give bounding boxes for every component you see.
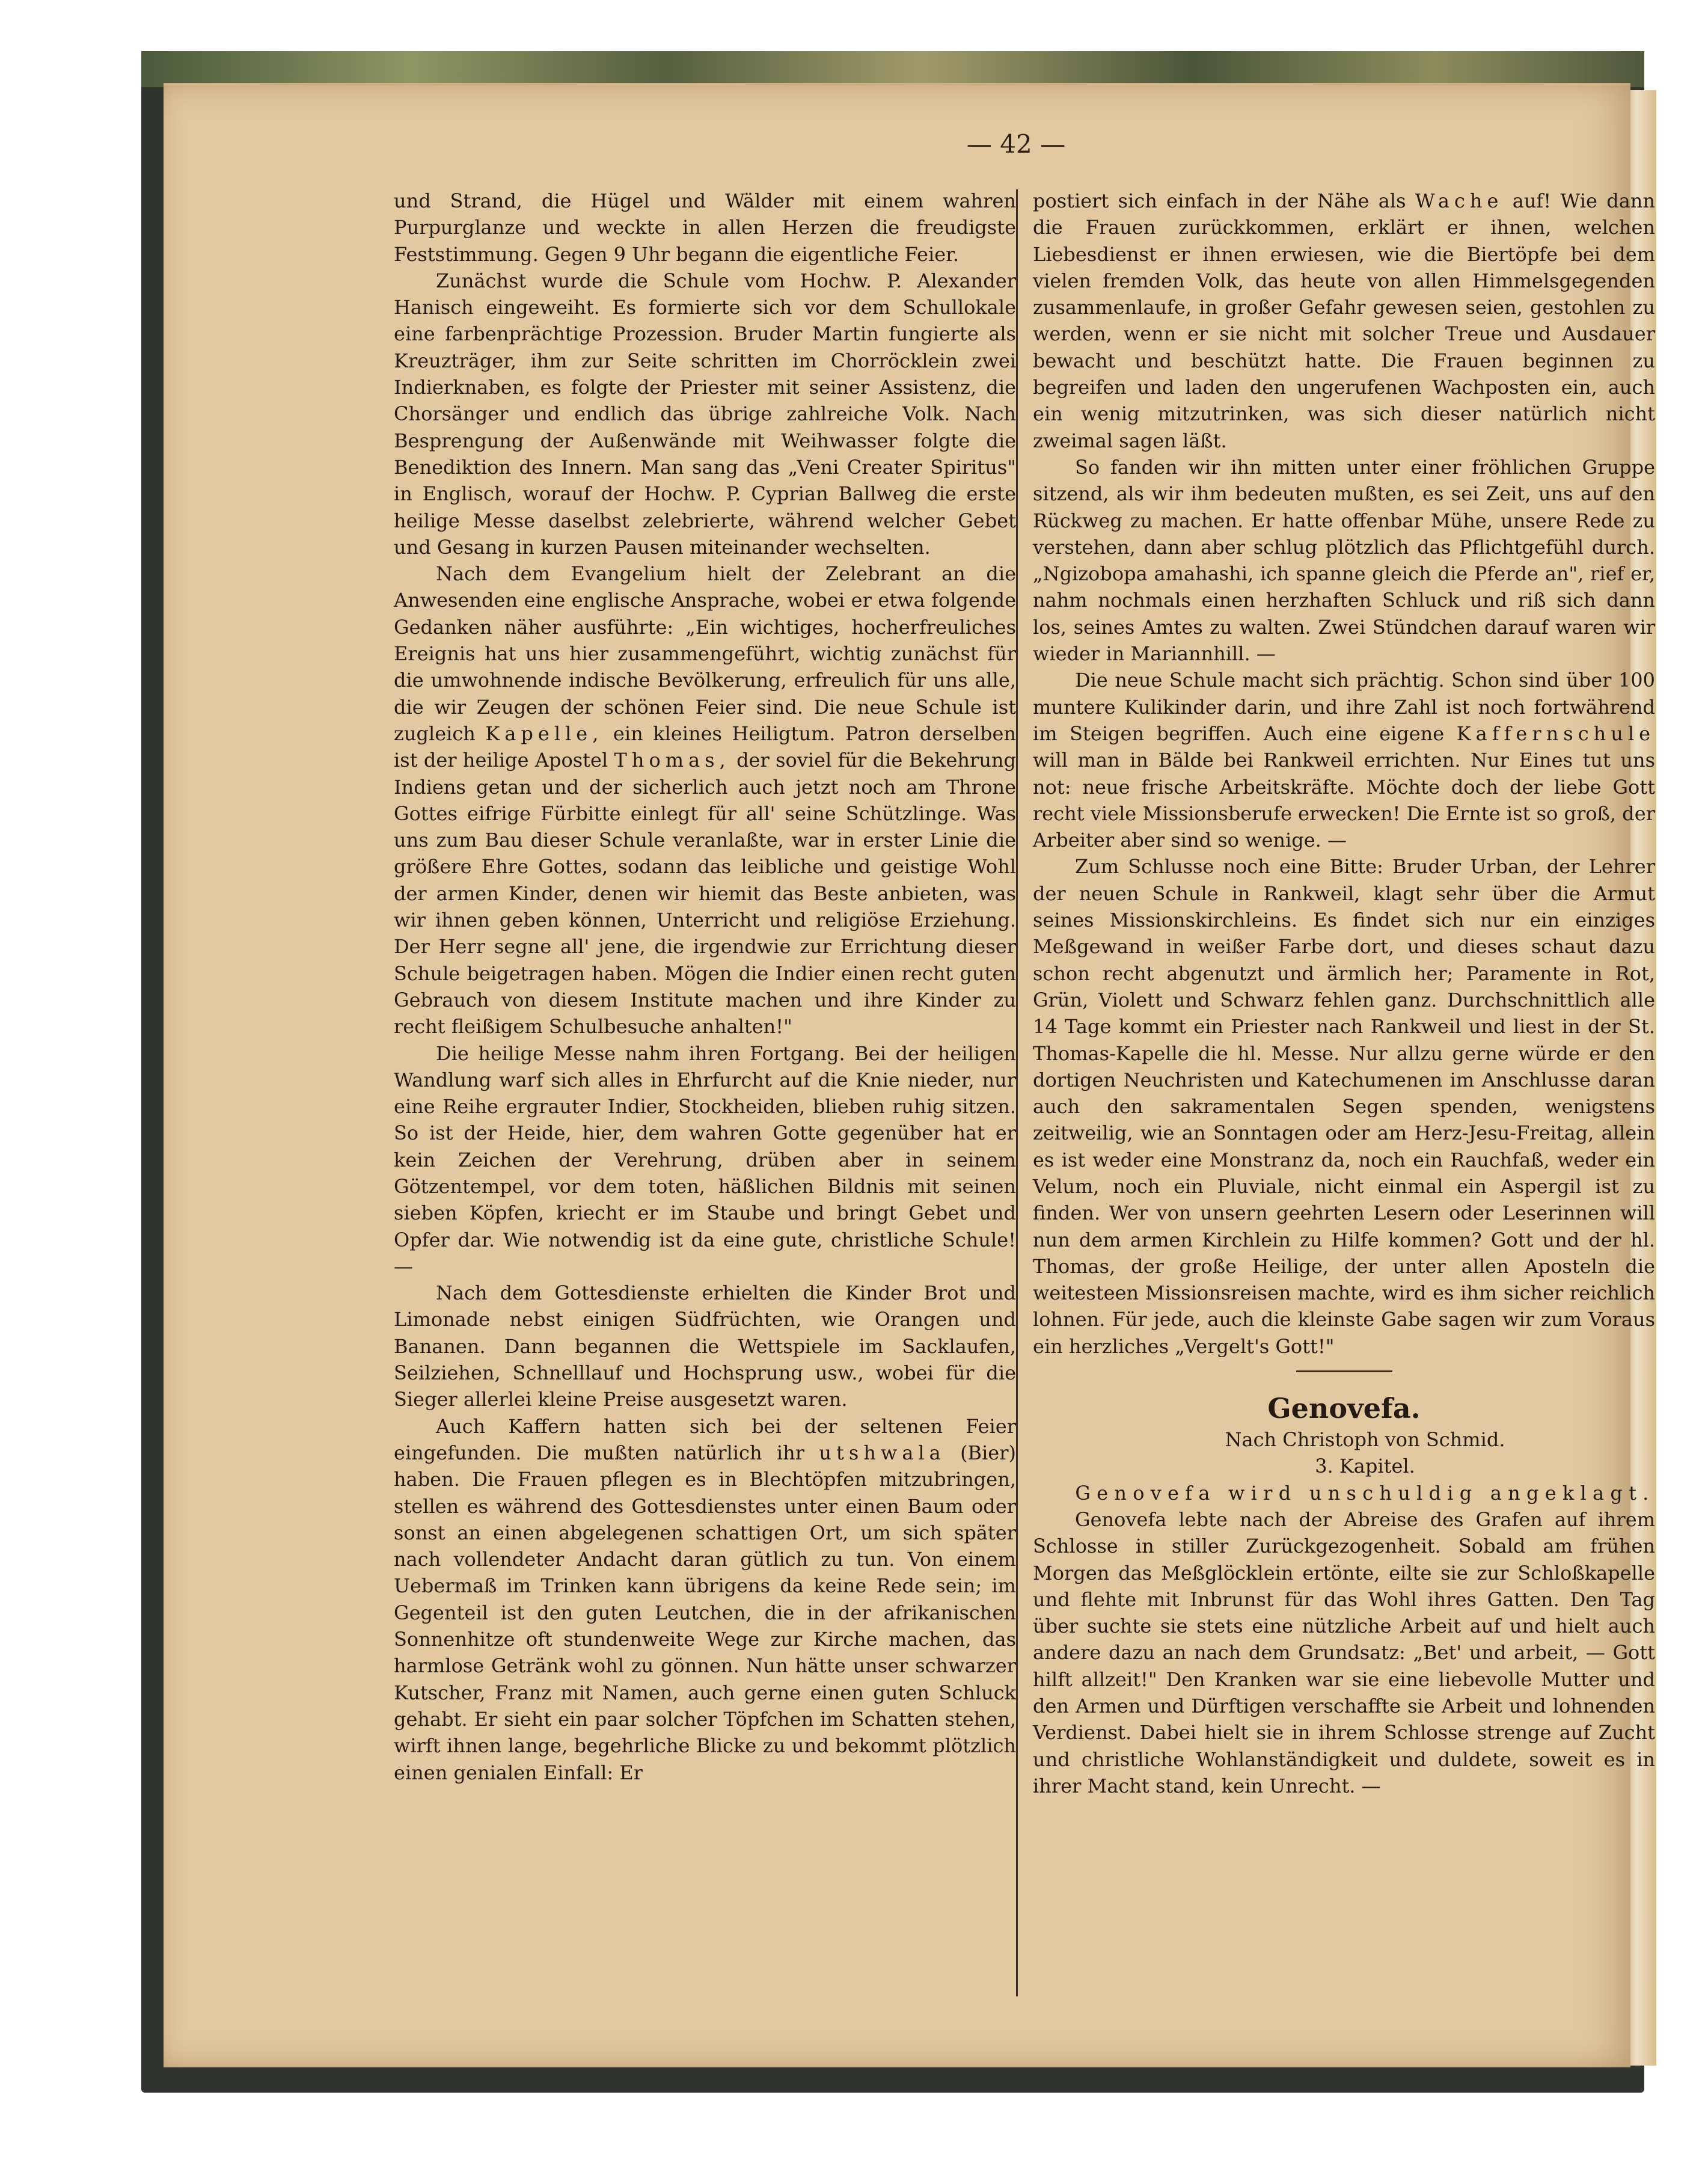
spaced-word: Kaffernschule <box>1456 722 1655 745</box>
paragraph: Nach dem Gottesdienste erhielten die Kinder Brot und Limonade nebst einigen Südfrüchten, wie Orangen und Bananen. Dann begannen die Wettspiele im Sacklaufen, Seilziehen, Schnelllauf und Hochsprung usw., wobei für die Sieger allerlei kleine Preise ausgesetzt waren. <box>394 1281 1016 1411</box>
left-column <box>394 188 1016 1786</box>
paragraph <box>1033 667 1655 853</box>
paragraph <box>394 560 1016 1040</box>
paragraph-text: will man in Bälde bei Rankweil errichten. Nur Eines tut uns not: neue frische Arbeitskräfte. Möchte doch der liebe Gott recht viele Missionsberufe erwecken! Die Ernte ist so groß, der Arbeiter aber sind so wenige. — <box>1033 749 1655 852</box>
page-number: — 42 — <box>966 129 1066 159</box>
paragraph-text: Auch Kaffern hatten sich bei der seltenen Feier eingefunden. Die mußten natürlich ihr <box>394 1414 1016 1464</box>
paragraph: Zunächst wurde die Schule vom Hochw. P. Alexander Hanisch eingeweiht. Es formierte sich vor dem Schullokale eine farbenprächtige Prozession. Bruder Martin fungierte als Kreuzträger, ihm zur Seite schritten im Chorröcklein zwei Indierknaben, es folgte der Priester mit seiner Assistenz, die Chorsänger und endlich das übrige zahlreiche Volk. Nach Besprengung der Außenwände mit Weihwasser folgte die Benediktion des Innern. Man sang das „Veni Creater Spiritus" in Englisch, worauf der Hochw. P. Cyprian Ballweg die erste heilige Messe daselbst zelebrierte, während welcher Gebet und Gesang in kurzen Pausen miteinander wechselten. <box>394 269 1016 559</box>
section-title: Genovefa. <box>1267 1392 1421 1425</box>
paragraph-text: auf! Wie dann die Frauen zurückkommen, erklärt er ihnen, welchen Liebesdienst er ihnen erwiesen, wie die Biertöpfe bei dem vielen fremden Volk, das heute von allen Himmelsgegenden zusammenlaufe, in großer Gefahr gewesen seien, gestohlen zu werden, wenn er sie nicht mit solcher Treue und Ausdauer bewacht und beschützt hatte. Die Frauen beginnen zu begreifen und laden den ungerufenen Wachposten ein, auch ein wenig mitzutrinken, was sich dieser natürlich nicht zweimal sagen läßt. <box>1033 189 1655 452</box>
paragraph: Die heilige Messe nahm ihren Fortgang. Bei der heiligen Wandlung warf sich alles in Ehrfurcht auf die Knie nieder, nur eine Reihe ergrauter Indier, Stockheiden, blieben ruhig sitzen. So ist der Heide, hier, dem wahren Gotte gegenüber hat er kein Zeichen der Verehrung, drüben aber in seinem Götzentempel, vor dem toten, häßlichen Bildnis mit seinen sieben Köpfen, kriecht er im Staube und bringt Gebet und Opfer dar. Wie notwendig ist da eine gute, christliche Schule! — <box>394 1042 1016 1278</box>
column-divider <box>1016 189 1018 1996</box>
paragraph: Genovefa lebte nach der Abreise des Grafen auf ihrem Schlosse in stiller Zurückgezogenheit. Sobald am frühen Morgen das Meßglöcklein ertönte, eilte sie zur Schloßkapelle und flehte mit Inbrunst für das Wohl ihres Gatten. Den Tag über suchte sie stets eine nützliche Arbeit auf und hielt auch andere dazu an nach dem Grundsatz: „Bet' und arbeit, — Gott hilft allzeit!" Den Kranken war sie eine liebevolle Mutter und den Armen und Dürftigen verschaffte sie Arbeit und lohnenden Verdienst. Dabei hielt sie in ihrem Schlosse strenge auf Zucht und christliche Wohlanständigkeit und duldete, soweit es in ihrer Macht stand, kein Unrecht. — <box>1033 1508 1655 1797</box>
byline: Nach Christoph von Schmid. <box>1225 1428 1505 1452</box>
spaced-word: Wache <box>1415 189 1504 212</box>
spaced-word: Kapelle, <box>485 722 604 745</box>
spaced-word: utshwala <box>819 1441 946 1464</box>
paragraph-text: (Bier) haben. Die Frauen pflegen es in Blechtöpfen mitzubringen, stellen es während des Gottesdienstes unter einen Baum oder sonst an einen abgelegenen schattigen Ort, um sich später nach vollendeter Andacht daran gütlich zu tun. Von einem Uebermaß im Trinken kann übrigens da keine Rede sein; im Gegenteil ist den guten Leutchen, die in der afrikanischen Sonnenhitze oft stundenweite Wege zur Kirche machen, das harmlose Getränk wohl zu gönnen. Nun hätte unser schwarzer Kutscher, Franz mit Namen, auch gerne einen guten Schluck gehabt. Er sieht ein paar solcher Töpfchen im Schatten stehen, wirft ihnen lange, begehrliche Blicke zu und bekommt plötzlich einen genialen Einfall: Er <box>394 1441 1017 1784</box>
paragraph <box>394 1413 1016 1786</box>
section-separator <box>1296 1370 1392 1372</box>
paragraph: So fanden wir ihn mitten unter einer fröhlichen Gruppe sitzend, als wir ihm bedeuten mußten, es sei Zeit, uns auf den Rückweg zu machen. Er hatte offenbar Mühe, unsere Rede zu verstehen, dann aber schlug plötzlich das Pflichtgefühl durch. „Ngizobopa amahashi, ich spanne gleich die Pferde an", rief er, nahm nochmals einen herzhaften Schluck und riß sich dann los, seines Amtes zu walten. Zwei Stündchen darauf waren wir wieder in Mariannhill. — <box>1033 455 1655 666</box>
paragraph: und Strand, die Hügel und Wälder mit einem wahren Purpurglanze und weckte in allen Herzen die freudigste Feststimmung. Gegen 9 Uhr begann die eigentliche Feier. <box>394 189 1016 266</box>
spaced-word: Thomas, <box>614 749 730 772</box>
paragraph-text: der soviel für die Bekehrung Indiens getan und der sicherlich auch jetzt noch am Throne Gottes eifrige Fürbitte einlegt für all' seine Schützlinge. Was uns zum Bau dieser Schule veranlaßte, war in erster Linie die größere Ehre Gottes, sodann das leibliche und geistige Wohl der armen Kinder, denen wir hiemit das Beste anbieten, was wir ihnen geben können, Unterricht und religiöse Erziehung. Der Herr segne all' jene, die irgendwie zur Errichtung dieser Schule beigetragen haben. Mögen die Indier einen recht guten Gebrauch von diesem Institute machen und ihre Kinder zu recht fleißigem Schulbesuche anhalten!" <box>394 749 1017 1038</box>
paragraph <box>1033 188 1655 454</box>
paragraph-text: Die neue Schule macht sich prächtig. Schon sind über 100 muntere Kulikinder darin, und ihre Zahl ist noch fortwährend im Steigen begriffen. Auch eine eigene <box>1033 669 1655 745</box>
paragraph-text: Nach dem Evangelium hielt der Zelebrant an die Anwesenden eine englische Ansprache, wobei er etwa folgende Gedanken näher ausführte: „Ein wichtiges, hocherfreuliches Ereignis hat uns hier zusammengeführt, wichtig zunächst für die umwohnende indische Bevölkerung, erfreulich für uns alle, die wir Zeugen der schönen Feier sind. Die neue Schule ist zugleich <box>394 562 1016 745</box>
chapter-heading: 3. Kapitel. <box>1315 1455 1415 1478</box>
paragraph: Zum Schlusse noch eine Bitte: Bruder Urban, der Lehrer der neuen Schule in Rankweil, klagt sehr über die Armut seines Missionskirchleins. Es findet sich nur ein einziges Meßgewand in weißer Farbe dort, und dieses schaut dazu schon recht abgenutzt und ärmlich her; Paramente in Rot, Grün, Violett und Schwarz fehlen ganz. Durchschnittlich alle 14 Tage kommt ein Priester nach Rankweil und liest in der St. Thomas-Kapelle die hl. Messe. Nur allzu gerne würde er den dortigen Neuchristen und Katechumenen im Anschlusse daran auch den sakramentalen Segen spenden, wenigstens zeitweilig, wie an Sonntagen oder am Herz-Jesu-Freitag, allein es ist weder eine Monstranz da, noch ein Rauchfaß, weder ein Velum, noch ein Pluviale, nicht einmal ein Aspergil ist zu finden. Wer von unsern geehrten Lesern oder Leserinnen will nun dem armen Kirchlein zu Hilfe kommen? Gott und der hl. Thomas, der große Heilige, der unter allen Aposteln die weitesteen Missionsreisen machte, wird es ihm sicher reichlich lohnen. Für jede, auch die kleinste Gabe sagen wir zum Voraus ein herzliches „Vergelt's Gott!" <box>1033 855 1655 1358</box>
paragraph-text: postiert sich einfach in der Nähe als <box>1033 189 1406 212</box>
marbled-cover-edge <box>141 51 1644 87</box>
chapter-subtitle: Genovefa wird unschuldig angeklagt. <box>1075 1481 1655 1505</box>
paragraph-text: ein kleines Heiligtum. Patron derselben ist der heilige Apostel <box>394 722 1017 772</box>
right-column <box>1033 188 1655 1799</box>
